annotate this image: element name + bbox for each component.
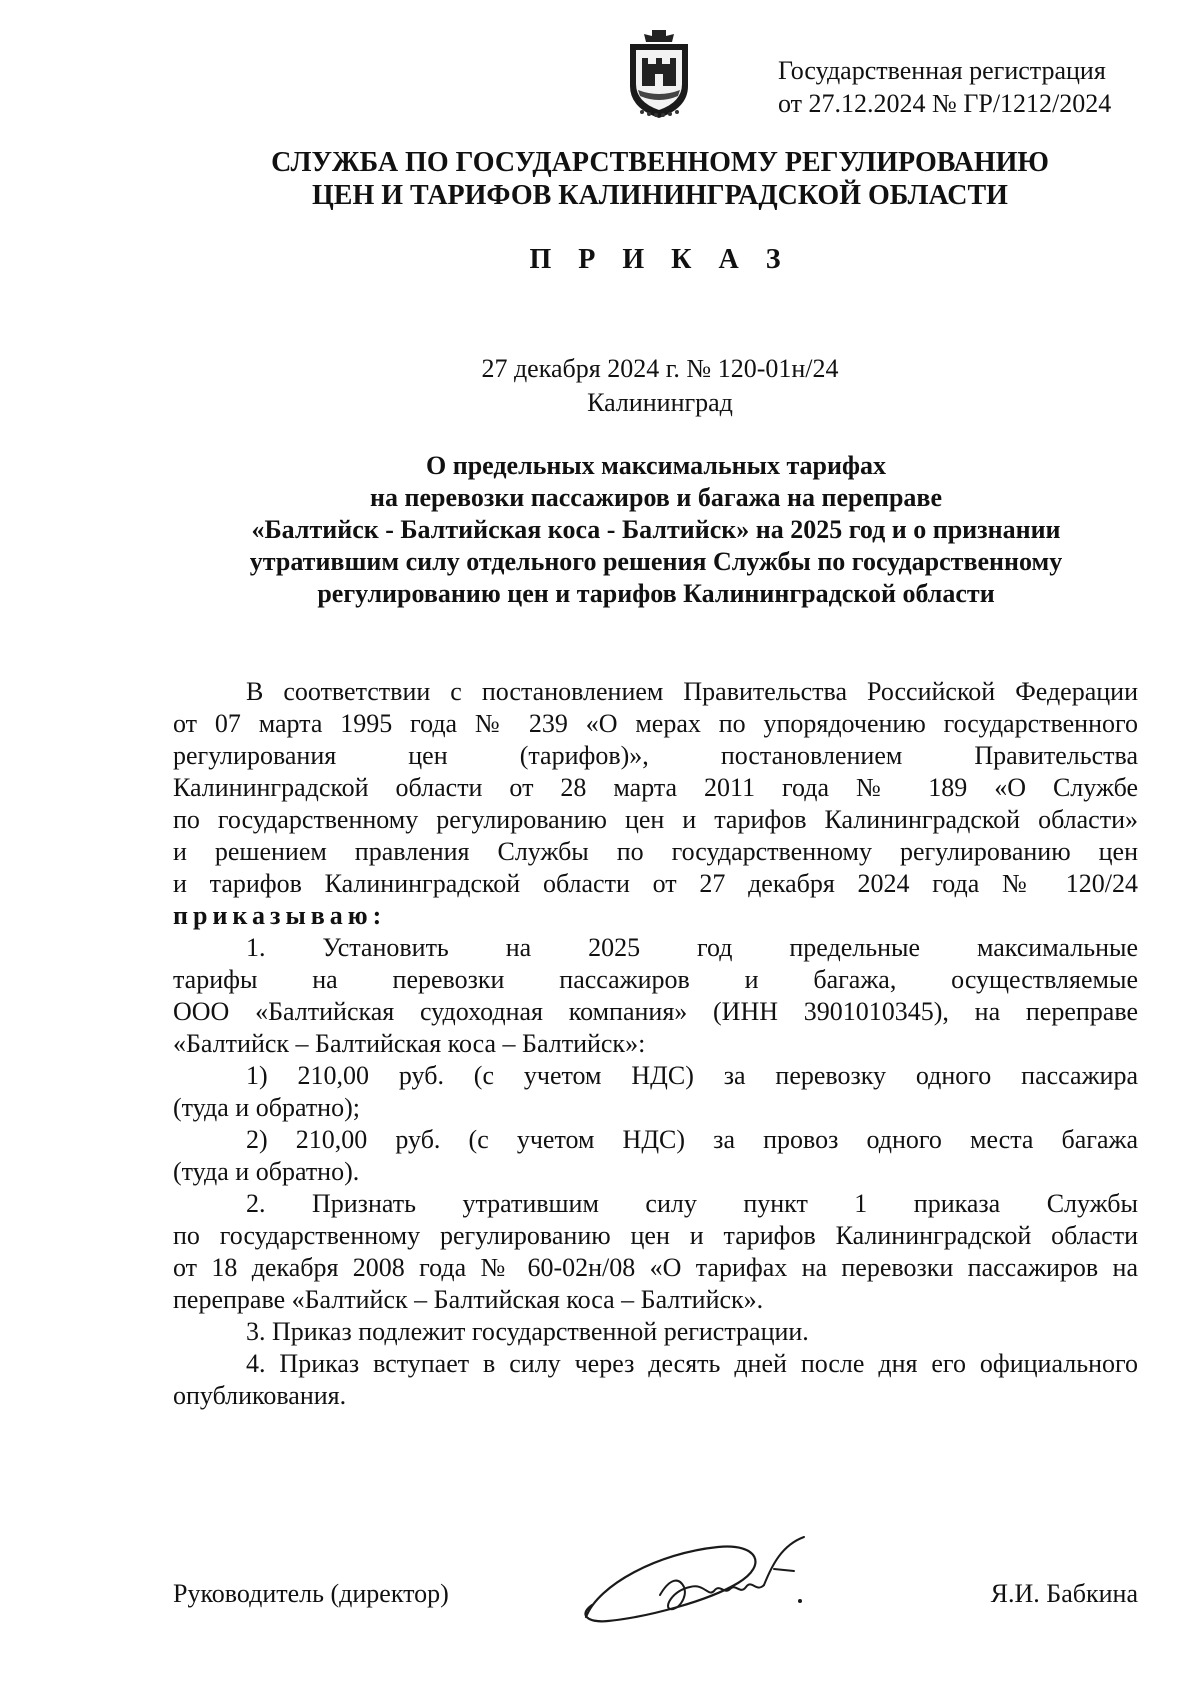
- order-directive-word: приказываю:: [173, 901, 387, 930]
- registration-line-2: от 27.12.2024 № ГР/1212/2024: [778, 89, 1112, 118]
- signatory-role: Руководитель (директор): [173, 1579, 449, 1608]
- subject-line: «Балтийск - Балтийская коса - Балтийск» на 2025 год и о признании: [251, 515, 1061, 544]
- item-2-line: по государственному регулированию цен и тарифов Калининградской области: [173, 1221, 1138, 1250]
- subitem-2-line: (туда и обратно).: [173, 1157, 360, 1186]
- preamble-line: и решением правления Службы по государственному регулированию цен: [173, 837, 1138, 866]
- order-date-number: 27 декабря 2024 г. № 120-01н/24: [481, 354, 839, 383]
- signature-block: [173, 1565, 1138, 1645]
- agency-line-1: СЛУЖБА ПО ГОСУДАРСТВЕННОМУ РЕГУЛИРОВАНИЮ: [271, 147, 1049, 178]
- document-type-heading: П Р И К А З: [529, 244, 791, 275]
- coat-of-arms-icon: [622, 28, 696, 120]
- subitem-1-line: 1) 210,00 руб. (с учетом НДС) за перевозку одного пассажира: [246, 1061, 1138, 1090]
- subitem-1-line: (туда и обратно);: [173, 1093, 360, 1122]
- preamble-line: регулирования цен (тарифов)», постановлением Правительства: [173, 741, 1138, 770]
- preamble-line: от 07 марта 1995 года № 239 «О мерах по упорядочению государственного: [173, 709, 1138, 738]
- item-1-line: 1. Установить на 2025 год предельные максимальные: [246, 933, 1138, 962]
- item-4-line: 4. Приказ вступает в силу через десять дней после дня его официального: [246, 1349, 1138, 1378]
- agency-line-2: ЦЕН И ТАРИФОВ КАЛИНИНГРАДСКОЙ ОБЛАСТИ: [312, 180, 1008, 211]
- order-city: Калининград: [587, 388, 733, 417]
- item-2-line: 2. Признать утратившим силу пункт 1 приказа Службы: [246, 1189, 1138, 1218]
- preamble-line: и тарифов Калининградской области от 27 декабря 2024 года № 120/24: [173, 869, 1138, 898]
- item-4-line: опубликования.: [173, 1381, 347, 1410]
- subject-line: регулированию цен и тарифов Калининградской области: [317, 579, 995, 608]
- signatory-name: Я.И. Бабкина: [990, 1579, 1138, 1608]
- order-subject: [176, 450, 1136, 610]
- preamble-line: В соответствии с постановлением Правительства Российской Федерации: [246, 677, 1138, 706]
- subject-line: утратившим силу отдельного решения Службы по государственному: [249, 547, 1063, 576]
- item-1-line: ООО «Балтийская судоходная компания» (ИНН 3901010345), на переправе: [173, 997, 1138, 1026]
- item-3-line: 3. Приказ подлежит государственной регистрации.: [246, 1317, 809, 1346]
- preamble-line: Калининградской области от 28 марта 2011 года № 189 «О Службе: [173, 773, 1138, 802]
- registration-line-1: Государственная регистрация: [778, 56, 1106, 85]
- order-body: [173, 676, 1138, 1412]
- item-1-line: «Балтийск – Балтийская коса – Балтийск»:: [173, 1029, 646, 1058]
- registration-stamp: [778, 54, 1138, 120]
- agency-header: [120, 146, 1200, 212]
- subject-line: О предельных максимальных тарифах: [426, 451, 886, 480]
- subject-line: на перевозки пассажиров и багажа на переправе: [370, 483, 942, 512]
- handwritten-signature: [568, 1525, 828, 1635]
- item-2-line: переправе «Балтийск – Балтийская коса – Балтийск».: [173, 1285, 764, 1314]
- item-1-line: тарифы на перевозки пассажиров и багажа, осуществляемые: [173, 965, 1138, 994]
- subitem-2-line: 2) 210,00 руб. (с учетом НДС) за провоз одного места багажа: [246, 1125, 1138, 1154]
- item-2-line: от 18 декабря 2008 года № 60-02н/08 «О тарифах на перевозки пассажиров на: [173, 1253, 1138, 1282]
- order-meta: [440, 352, 880, 420]
- preamble-line: по государственному регулированию цен и тарифов Калининградской области»: [173, 805, 1138, 834]
